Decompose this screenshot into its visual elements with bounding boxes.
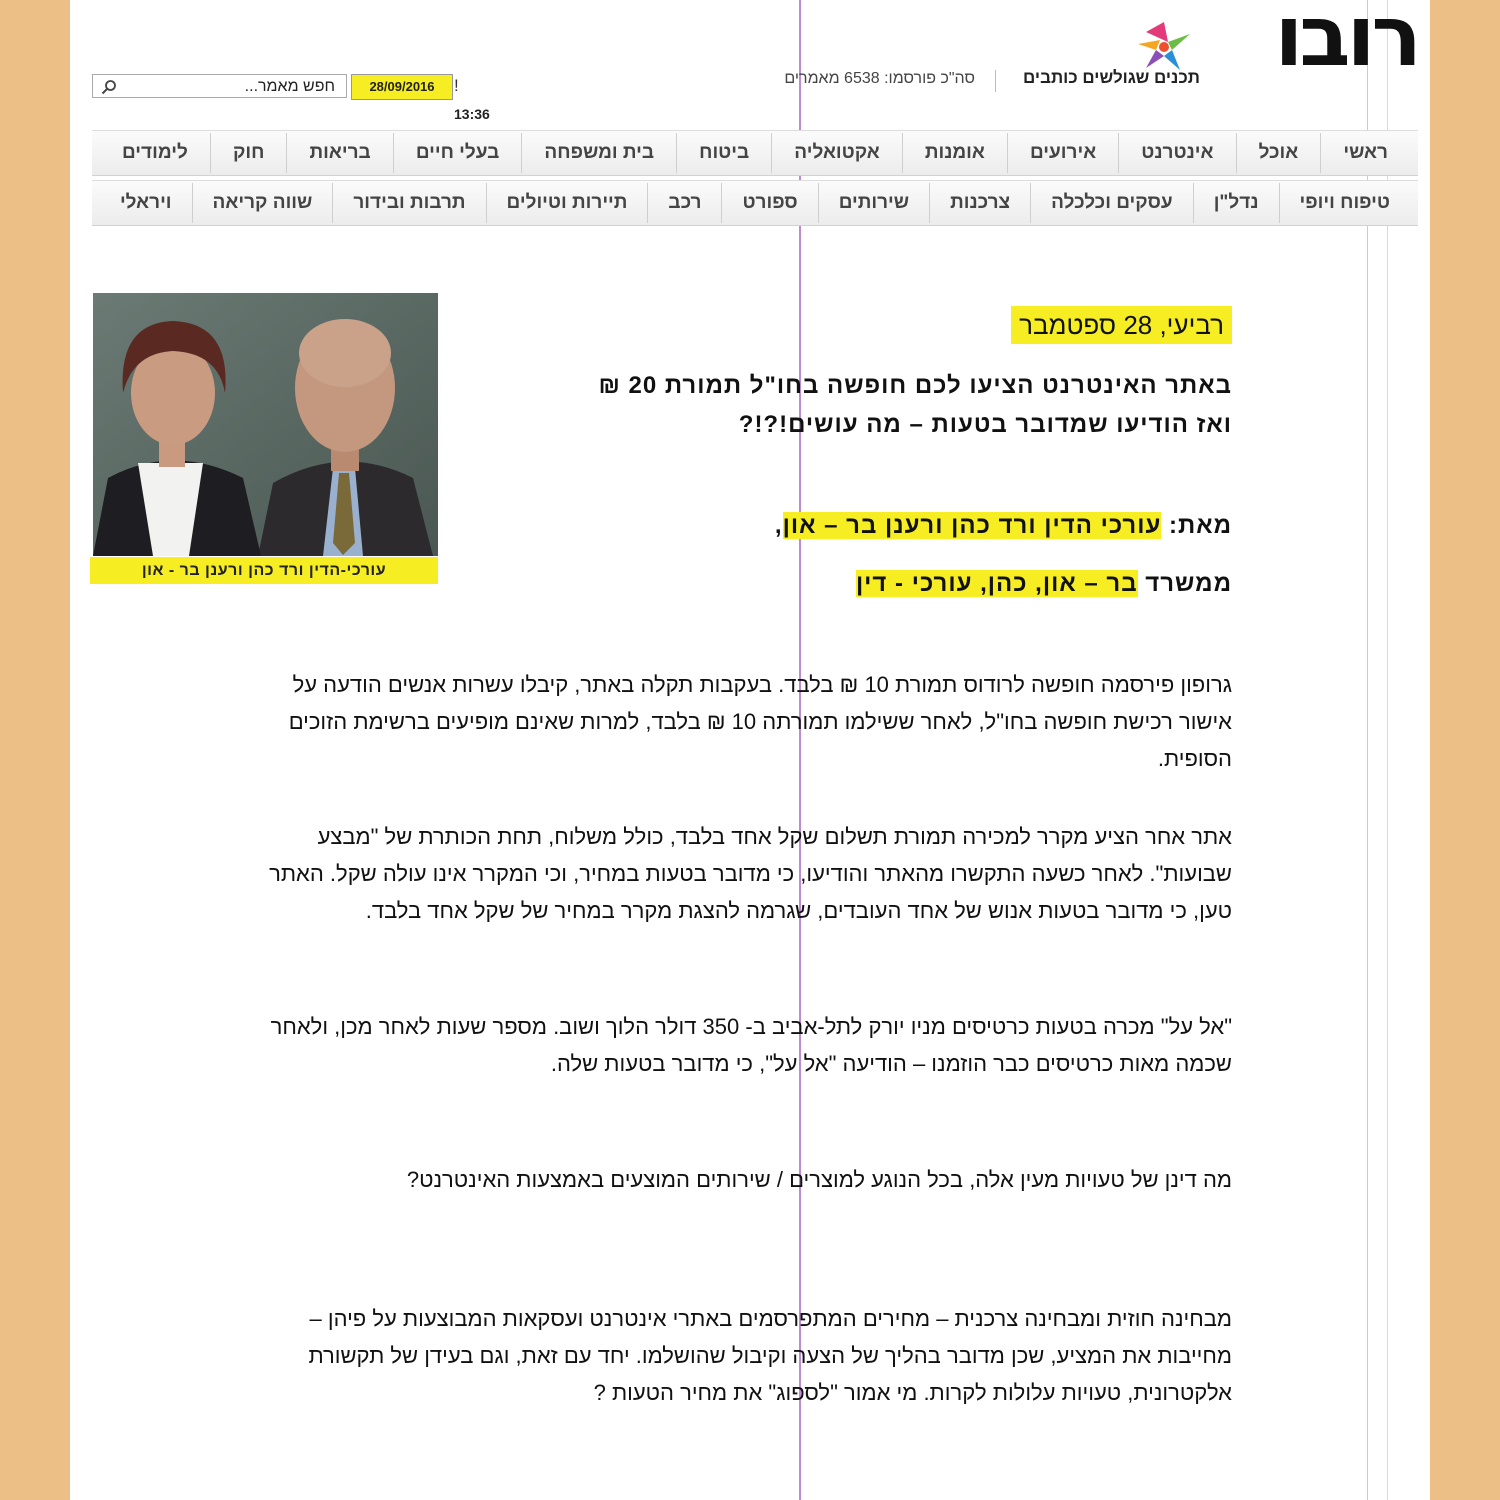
nav-item[interactable]: אוכל (1236, 133, 1321, 173)
article-paragraph: אתר אחר הציע מקרר למכירה תמורת תשלום שקל אחד בלבד, כולל משלוח, תחת הכותרת של "מבצע שבועות". לאחר כשעה התקשרו מהאתר והודיעו, כי מדובר בטעות במחיר, וכי המקרר אינו עולה שקל. האתר טען, כי מדובר בטעות אנוש של אחד העובדים, שגרמה להצגת מקרר במחיר של שקל אחד בלבד. (269, 824, 1232, 923)
nav-item[interactable]: ספורט (721, 183, 817, 223)
nav-item[interactable]: שירותים (818, 183, 929, 223)
nav-item[interactable]: בעלי חיים (393, 133, 522, 173)
author-names: עורכי הדין ורד כהן ורענן בר – און (782, 512, 1162, 539)
author-photo (93, 293, 438, 556)
article-paragraph: מה דינן של טעויות מעין אלה, בכל הנוגע למוצרים / שירותים המוצעים באמצעות האינטרנט? (406, 1167, 1232, 1192)
nav-item[interactable]: לימודים (122, 142, 188, 163)
logo-wordmark: רובו (1274, 0, 1418, 85)
title-line: ואז הודיעו שמדובר בטעות – מה עושים!?!? (738, 411, 1232, 438)
author-label: מאת: (1168, 512, 1232, 539)
nav-item[interactable]: צרכנות (929, 183, 1030, 223)
site-tagline: תכנים שגולשים כותבים (1023, 68, 1200, 87)
nav-item[interactable]: עסקים וכלכלה (1030, 183, 1193, 223)
office-name: בר – און, כהן, עורכי - דין (855, 570, 1138, 597)
search-input[interactable] (123, 76, 337, 98)
nav-item[interactable]: ראשי (1320, 133, 1410, 173)
nav-item[interactable]: ביטוח (676, 133, 771, 173)
date-badge: 28/09/2016 (351, 74, 453, 100)
nav-item[interactable]: אירועים (1007, 133, 1118, 173)
article-paragraph: "אל על" מכרה בטעות כרטיסים מניו יורק לתל-אביב ב- 350 דולר הלוך ושוב. מספר שעות לאחר מכן, ולאחר שכמה מאות כרטיסים כבר הוזמנו – הודיעה "אל על", כי מדובר בטעות שלה. (270, 1014, 1232, 1076)
nav-item[interactable]: תיירות וטיולים (486, 183, 648, 223)
nav-item[interactable]: בריאות (286, 133, 392, 173)
photo-caption: עורכי-הדין ורד כהן ורענן בר - און (90, 557, 438, 584)
star-logo-icon (1136, 20, 1192, 72)
lawyers-portrait-image (93, 293, 438, 556)
article-paragraph: מבחינה חוזית ומבחינה צרכנית – מחירים המתפרסמים באתרי אינטרנט ועסקאות המבוצעות על פיהן – מחייבות את המציע, שכן מדובר בהליך של הצעה וקיבול שהושלמו. יחד עם זאת, וגם בעידן של תקשורת אלקטרונית, טעויות עלולות לקרות. מי אמור "לספוג" את מחיר הטעות ? (308, 1306, 1232, 1405)
title-line: באתר האינטרנט הציעו לכם חופשה בחו"ל תמורת 20 ₪ (598, 372, 1232, 399)
nav-item[interactable]: אקטואליה (771, 133, 902, 173)
nav-item[interactable]: שווה קריאה (192, 183, 333, 223)
article-title (512, 366, 1232, 444)
nav-item[interactable]: נדל"ן (1193, 183, 1279, 223)
author-comma: , (774, 512, 783, 539)
author-line (775, 508, 1232, 544)
nav-item[interactable]: אינטרנט (1118, 133, 1235, 173)
time-label: 13:36 (454, 106, 490, 122)
office-label: ממשרד (1145, 570, 1232, 597)
nav-item[interactable]: טיפוח ויופי (1279, 183, 1410, 223)
office-line (856, 566, 1232, 602)
alert-mark: ! (454, 76, 459, 95)
nav-row-secondary (92, 180, 1418, 226)
search-box[interactable] (92, 74, 347, 98)
articles-count: סה"כ פורסמו: 6538 מאמרים (784, 70, 975, 87)
nav-item[interactable]: חוק (210, 133, 287, 173)
nav-item[interactable]: רכב (647, 183, 721, 223)
search-icon[interactable] (101, 79, 117, 95)
nav-item[interactable]: ויראלי (119, 192, 172, 213)
nav-item[interactable]: אומנות (902, 133, 1007, 173)
nav-item[interactable]: בית ומשפחה (521, 133, 676, 173)
nav-row-primary (92, 130, 1418, 176)
article-date: רביעי, 28 ספטמבר (1011, 306, 1232, 344)
header-divider (995, 70, 996, 92)
article-paragraph: גרופון פירסמה חופשה לרודוס תמורת 10 ₪ בלבד. בעקבות תקלה באתר, קיבלו עשרות אנשים הודעה על אישור רכישת חופשה בחו"ל, לאחר ששילמו תמורתה 10 ₪ בלבד, למרות שאינם מופיעים ברשימת הזוכים הסופית. (288, 672, 1232, 771)
scanned-page (70, 0, 1430, 1500)
nav-item[interactable]: תרבות ובידור (332, 183, 485, 223)
